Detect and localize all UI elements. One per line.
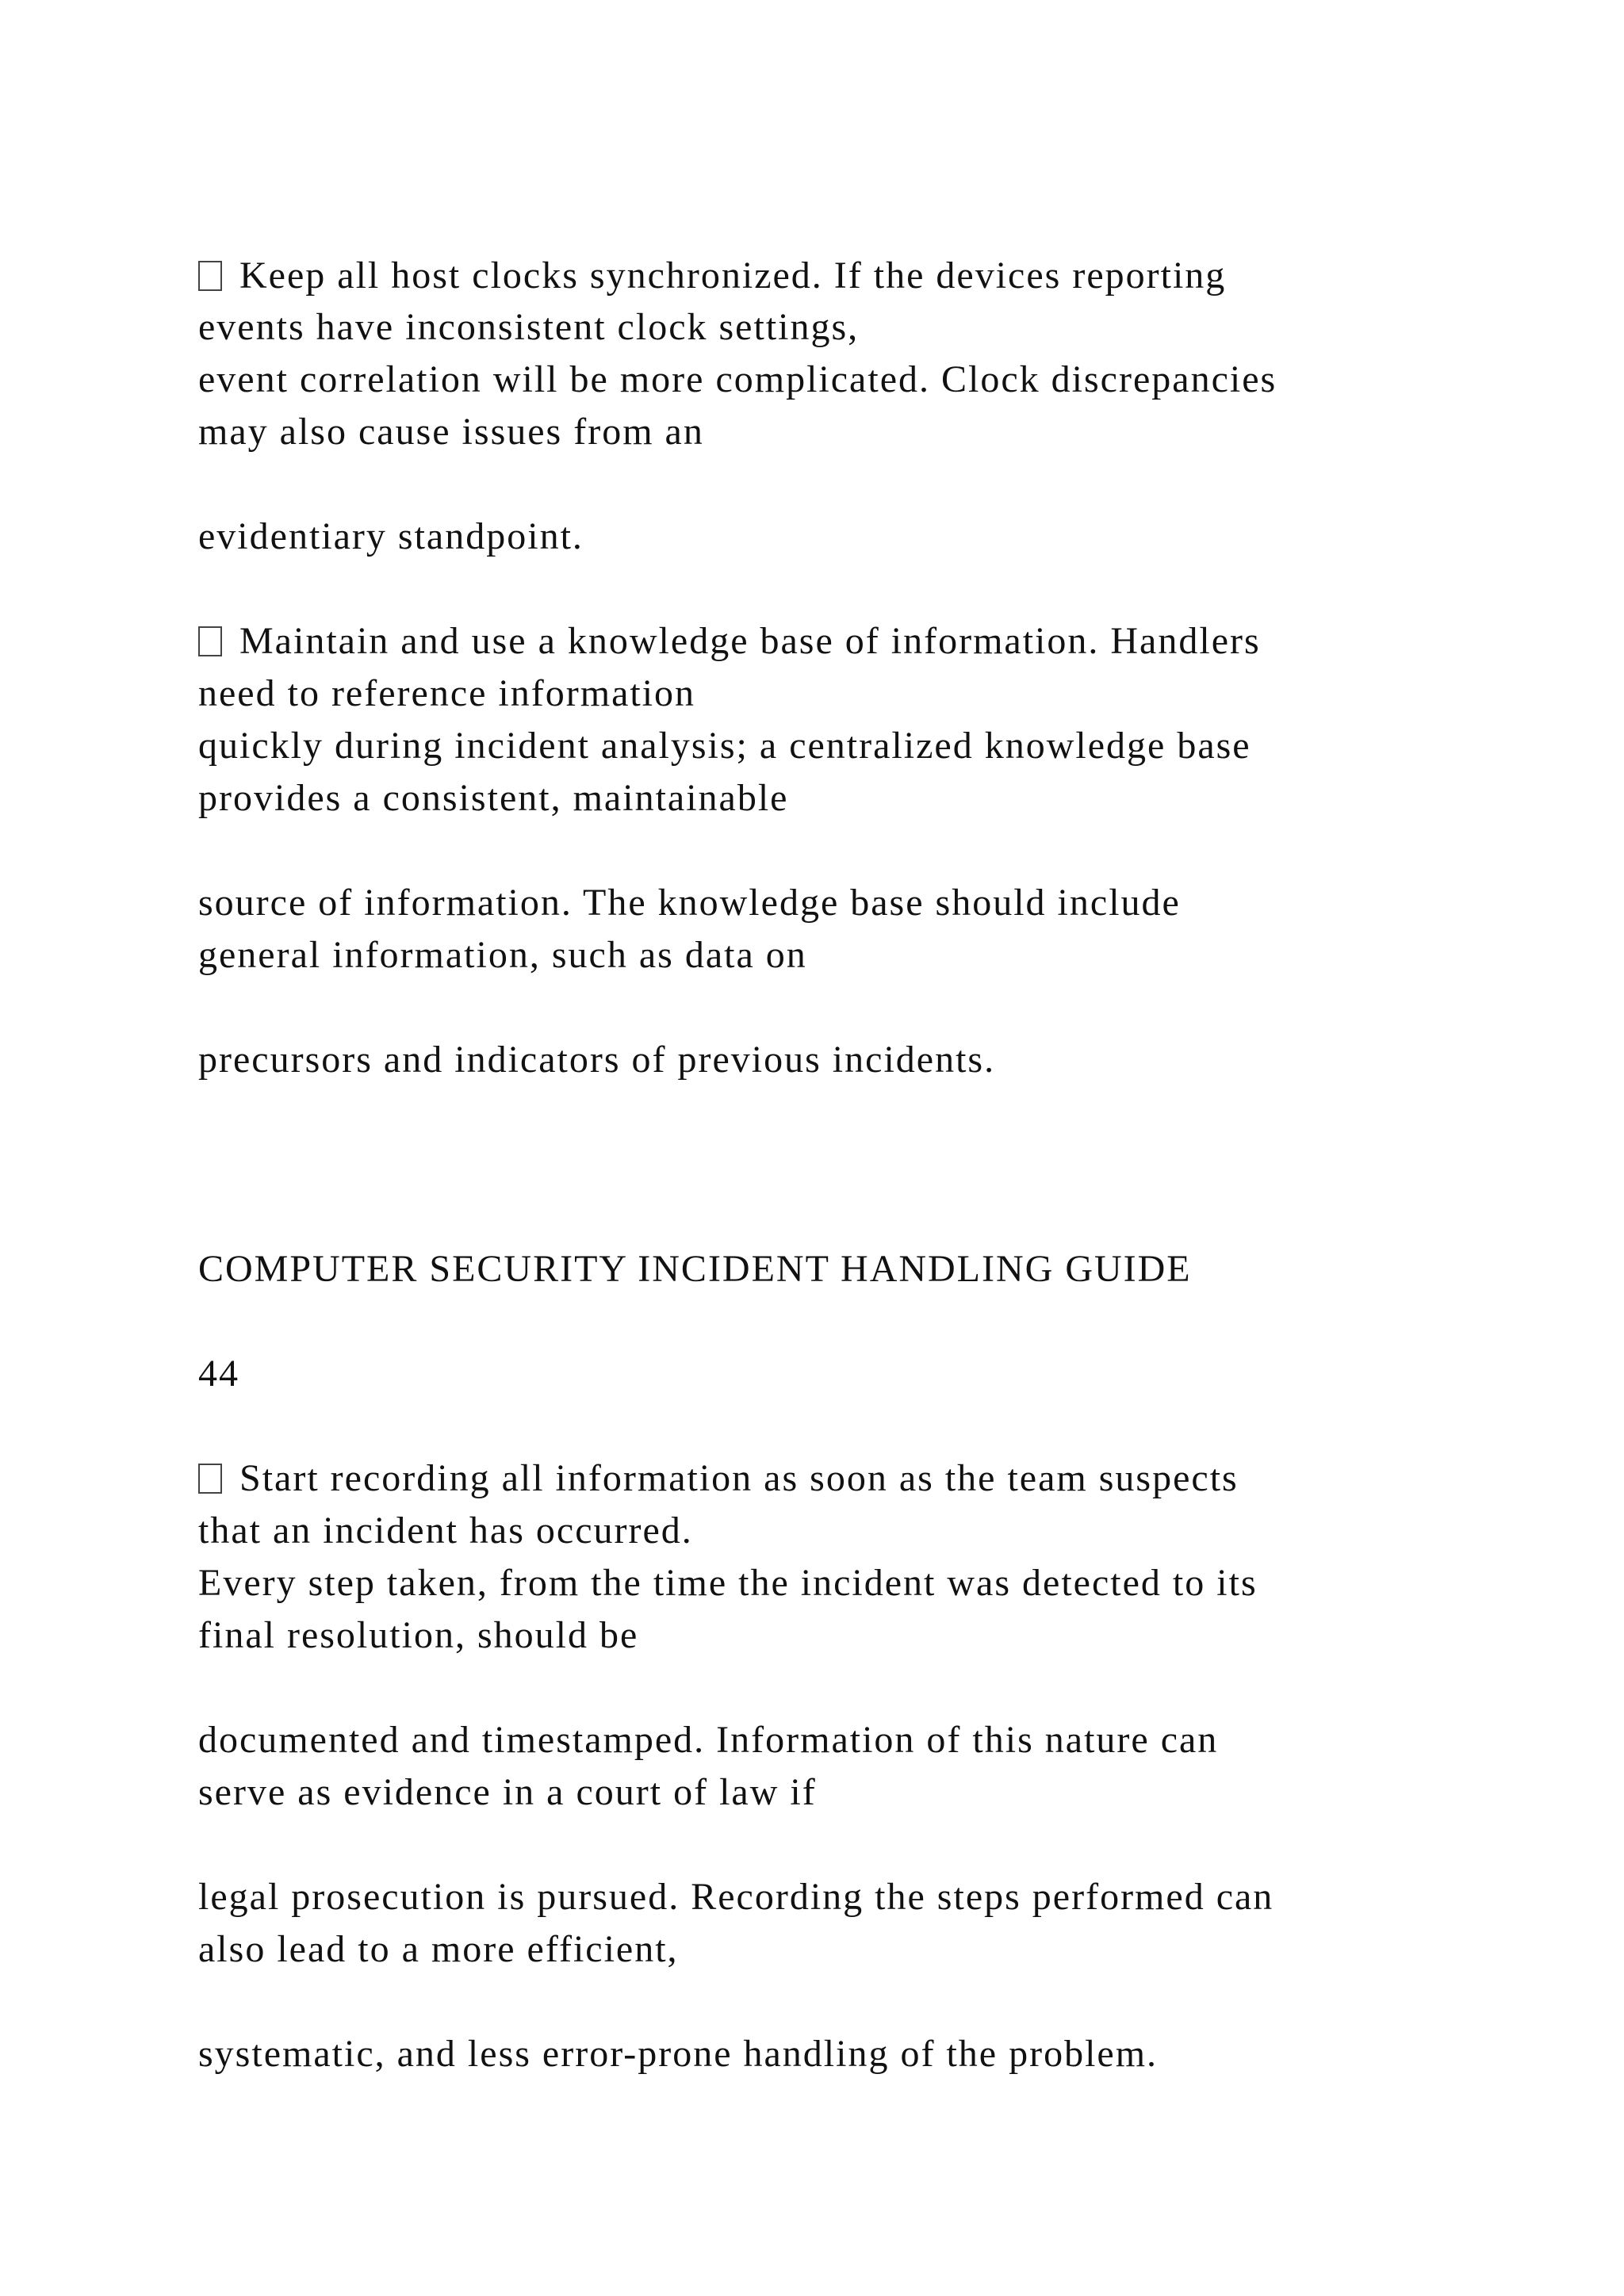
bullet-1-line-5: evidentiary standpoint. — [198, 515, 584, 557]
bullet-1-line-2: events have inconsistent clock settings, — [198, 306, 860, 348]
bullet-1-line-1-text: Keep all host clocks synchronized. If the devices reporting — [239, 254, 1227, 297]
guide-title: COMPUTER SECURITY INCIDENT HANDLING GUIDE — [198, 1248, 1192, 1290]
bullet-1-line-4: may also cause issues from an — [198, 411, 704, 453]
bullet-3-line-3: Every step taken, from the time the incident was detected to its — [198, 1562, 1258, 1604]
page-number: 44 — [198, 1353, 239, 1395]
bullet-2-line-4: provides a consistent, maintainable — [198, 777, 789, 819]
bullet-2-line-5: source of information. The knowledge base should include — [198, 882, 1181, 924]
missing-glyph-box-icon — [198, 626, 222, 656]
bullet-3-line-4: final resolution, should be — [198, 1614, 639, 1656]
bullet-3-line-1 — [198, 1455, 1239, 1502]
bullet-2-line-3: quickly during incident analysis; a centralized knowledge base — [198, 725, 1251, 767]
missing-glyph-box-icon — [198, 1464, 222, 1494]
bullet-3-line-7: legal prosecution is pursued. Recording the steps performed can — [198, 1876, 1274, 1918]
bullet-3-line-1-text: Start recording all information as soon as the team suspects — [239, 1457, 1239, 1499]
missing-glyph-box-icon — [198, 261, 222, 291]
bullet-3-line-2: that an incident has occurred. — [198, 1510, 693, 1552]
bullet-1-line-1 — [198, 252, 1226, 300]
bullet-3-line-8: also lead to a more efficient, — [198, 1928, 679, 1970]
bullet-1-line-3: event correlation will be more complicated. Clock discrepancies — [198, 358, 1277, 400]
bullet-2-line-2: need to reference information — [198, 672, 696, 714]
bullet-2-line-6: general information, such as data on — [198, 934, 807, 976]
bullet-2-line-1 — [198, 618, 1261, 665]
bullet-3-line-6: serve as evidence in a court of law if — [198, 1771, 817, 1813]
bullet-3-line-9: systematic, and less error-prone handling of the problem. — [198, 2033, 1159, 2075]
bullet-2-line-1-text: Maintain and use a knowledge base of information. Handlers — [239, 620, 1261, 662]
bullet-2-line-7: precursors and indicators of previous incidents. — [198, 1039, 996, 1081]
bullet-3-line-5: documented and timestamped. Information of this nature can — [198, 1719, 1219, 1761]
